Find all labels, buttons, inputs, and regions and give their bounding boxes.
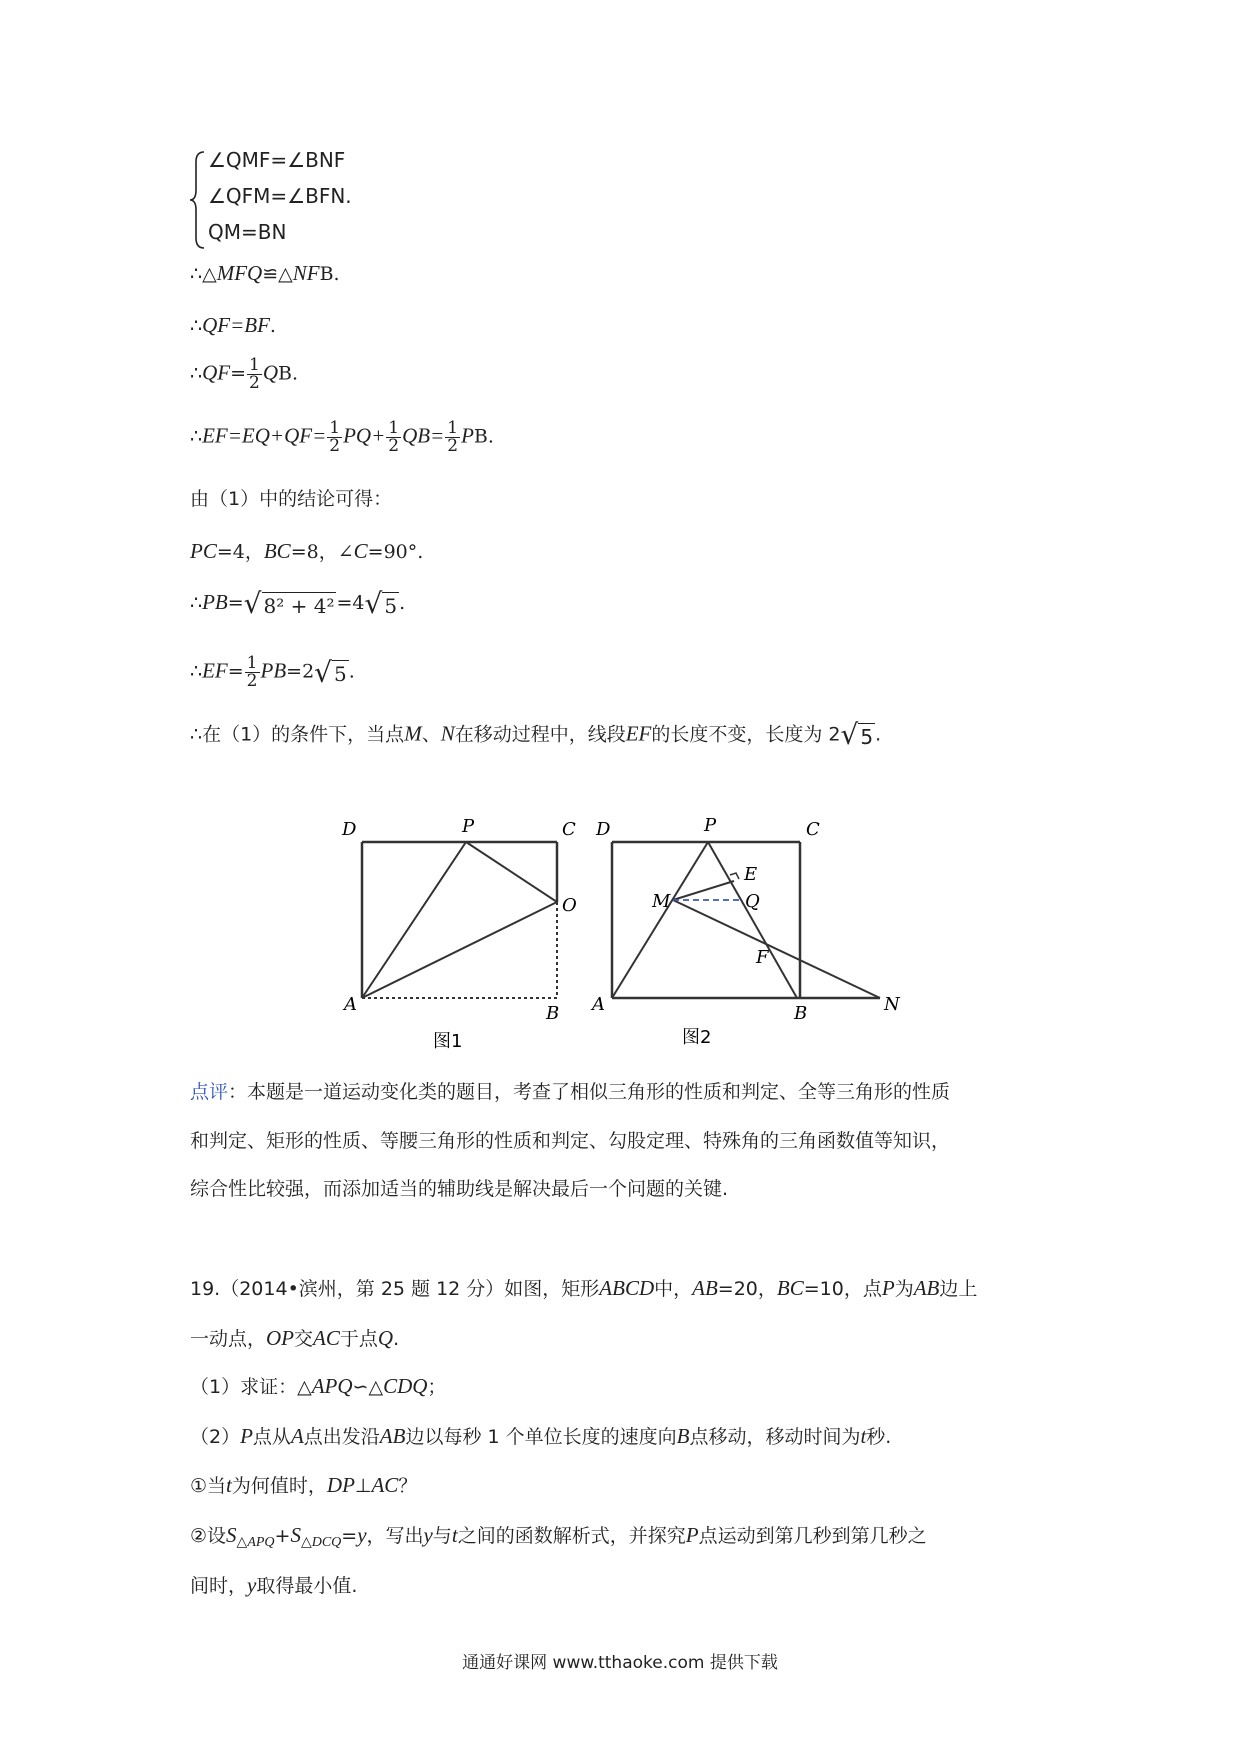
label-D: D: [342, 819, 357, 840]
fraction: $\frac{1}{2}$: [249, 355, 260, 393]
comment-line-3: 综合性比较强，而添加适当的辅助线是解决最后一个问题的关键.: [190, 1178, 729, 1200]
proof-line-qf-bf: ∴QF=BF.: [190, 313, 276, 337]
system-line-2: ∠QFM=∠BFN.: [208, 184, 352, 208]
proof-line-qf-half: ∴QF= $\frac{1}{2}$ QB.: [190, 355, 299, 393]
fraction: $\frac{1}{2}$: [388, 418, 400, 456]
square-root: √ 5: [314, 655, 347, 689]
figure-1: [341, 816, 577, 1052]
proof-line-from-part1: 由（1）中的结论可得：: [190, 488, 393, 510]
label-M: M: [652, 891, 671, 912]
label-C: C: [562, 819, 576, 840]
comment-line-2: 和判定、矩形的性质、等腰三角形的性质和判定、勾股定理、特殊角的三角函数值等知识，: [190, 1130, 951, 1152]
square-root: √ 5: [840, 718, 874, 751]
problem19-part2-q2: ②设$S_{\triangle APQ}+S_{\triangle DCQ}=y$，写出y与t之间的函数解析式，并探究P点运动到第几秒到第几秒之: [190, 1523, 927, 1550]
label-A: A: [592, 994, 605, 1015]
proof-line-ef: ∴EF=EQ+QF= $\frac{1}{2}$ PQ+ $\frac{1}{2}$ QB= $\frac{1}{2}$ PB.: [190, 418, 494, 456]
label-D: D: [596, 819, 611, 840]
problem19-part2: （2）P点从A点出发沿AB边以每秒 1 个单位长度的速度向B点移动，移动时间为t秒.: [190, 1424, 892, 1448]
label-B: B: [546, 1003, 560, 1024]
fraction: $\frac{1}{2}$: [246, 653, 258, 691]
fraction: $\frac{1}{2}$: [447, 418, 459, 456]
label-E: E: [744, 864, 758, 885]
problem19-part2-q1: ①当t为何值时，DP⊥AC？: [190, 1473, 418, 1497]
system-line-3: QM=BN: [208, 220, 287, 244]
label-C: C: [806, 819, 820, 840]
page-footer: 通通好课网 www.tthaoke.com 提供下载: [462, 1653, 778, 1673]
label-N: N: [884, 994, 900, 1015]
label-F: F: [756, 947, 769, 968]
problem19-line-1: 19.（2014•滨州，第 25 题 12 分）如图，矩形ABCD中，AB=20，BC=10，点P为AB边上: [190, 1276, 978, 1300]
label-P: P: [462, 816, 475, 837]
equation-system: [190, 150, 390, 250]
label-O: O: [562, 895, 577, 916]
comment-line-1: 点评：本题是一道运动变化类的题目，考查了相似三角形的性质和判定、全等三角形的性质: [190, 1081, 951, 1103]
proof-line-given: PC=4，BC=8，∠C=90°.: [190, 539, 424, 563]
proof-line-conclusion: ∴在（1）的条件下，当点M、N在移动过程中，线段EF的长度不变，长度为 2√ 5 .: [190, 718, 882, 751]
proof-line-congruent: ∴△MFQ≌△NFB.: [190, 261, 340, 285]
figure-1-caption: 图1: [433, 1031, 463, 1052]
problem19-line-2: 一动点，OP交AC于点Q.: [190, 1326, 400, 1350]
label-Q: Q: [745, 891, 760, 912]
fraction: $\frac{1}{2}$: [329, 418, 341, 456]
label-B: B: [794, 1003, 808, 1024]
square-root: √ 8² + 4²: [243, 587, 335, 620]
proof-line-pb: ∴PB=√ 8² + 4² =4√ 5 .: [190, 587, 406, 620]
label-P: P: [704, 815, 717, 836]
label-A: A: [344, 994, 357, 1015]
geometry-figures: [330, 815, 920, 1060]
figure-2: [590, 815, 901, 1048]
problem19-part1: （1）求证：△APQ∽△CDQ；: [190, 1374, 447, 1398]
square-root: √ 5: [364, 587, 398, 620]
left-brace-icon: [190, 150, 208, 250]
proof-line-ef-value: ∴EF= $\frac{1}{2}$ PB=2√ 5 .: [190, 653, 355, 691]
comment-label: 点评: [190, 1081, 229, 1103]
problem19-part2-q2-cont: 间时，y取得最小值.: [190, 1573, 358, 1597]
system-line-1: ∠QMF=∠BNF: [208, 148, 346, 172]
figure-2-caption: 图2: [682, 1027, 712, 1048]
